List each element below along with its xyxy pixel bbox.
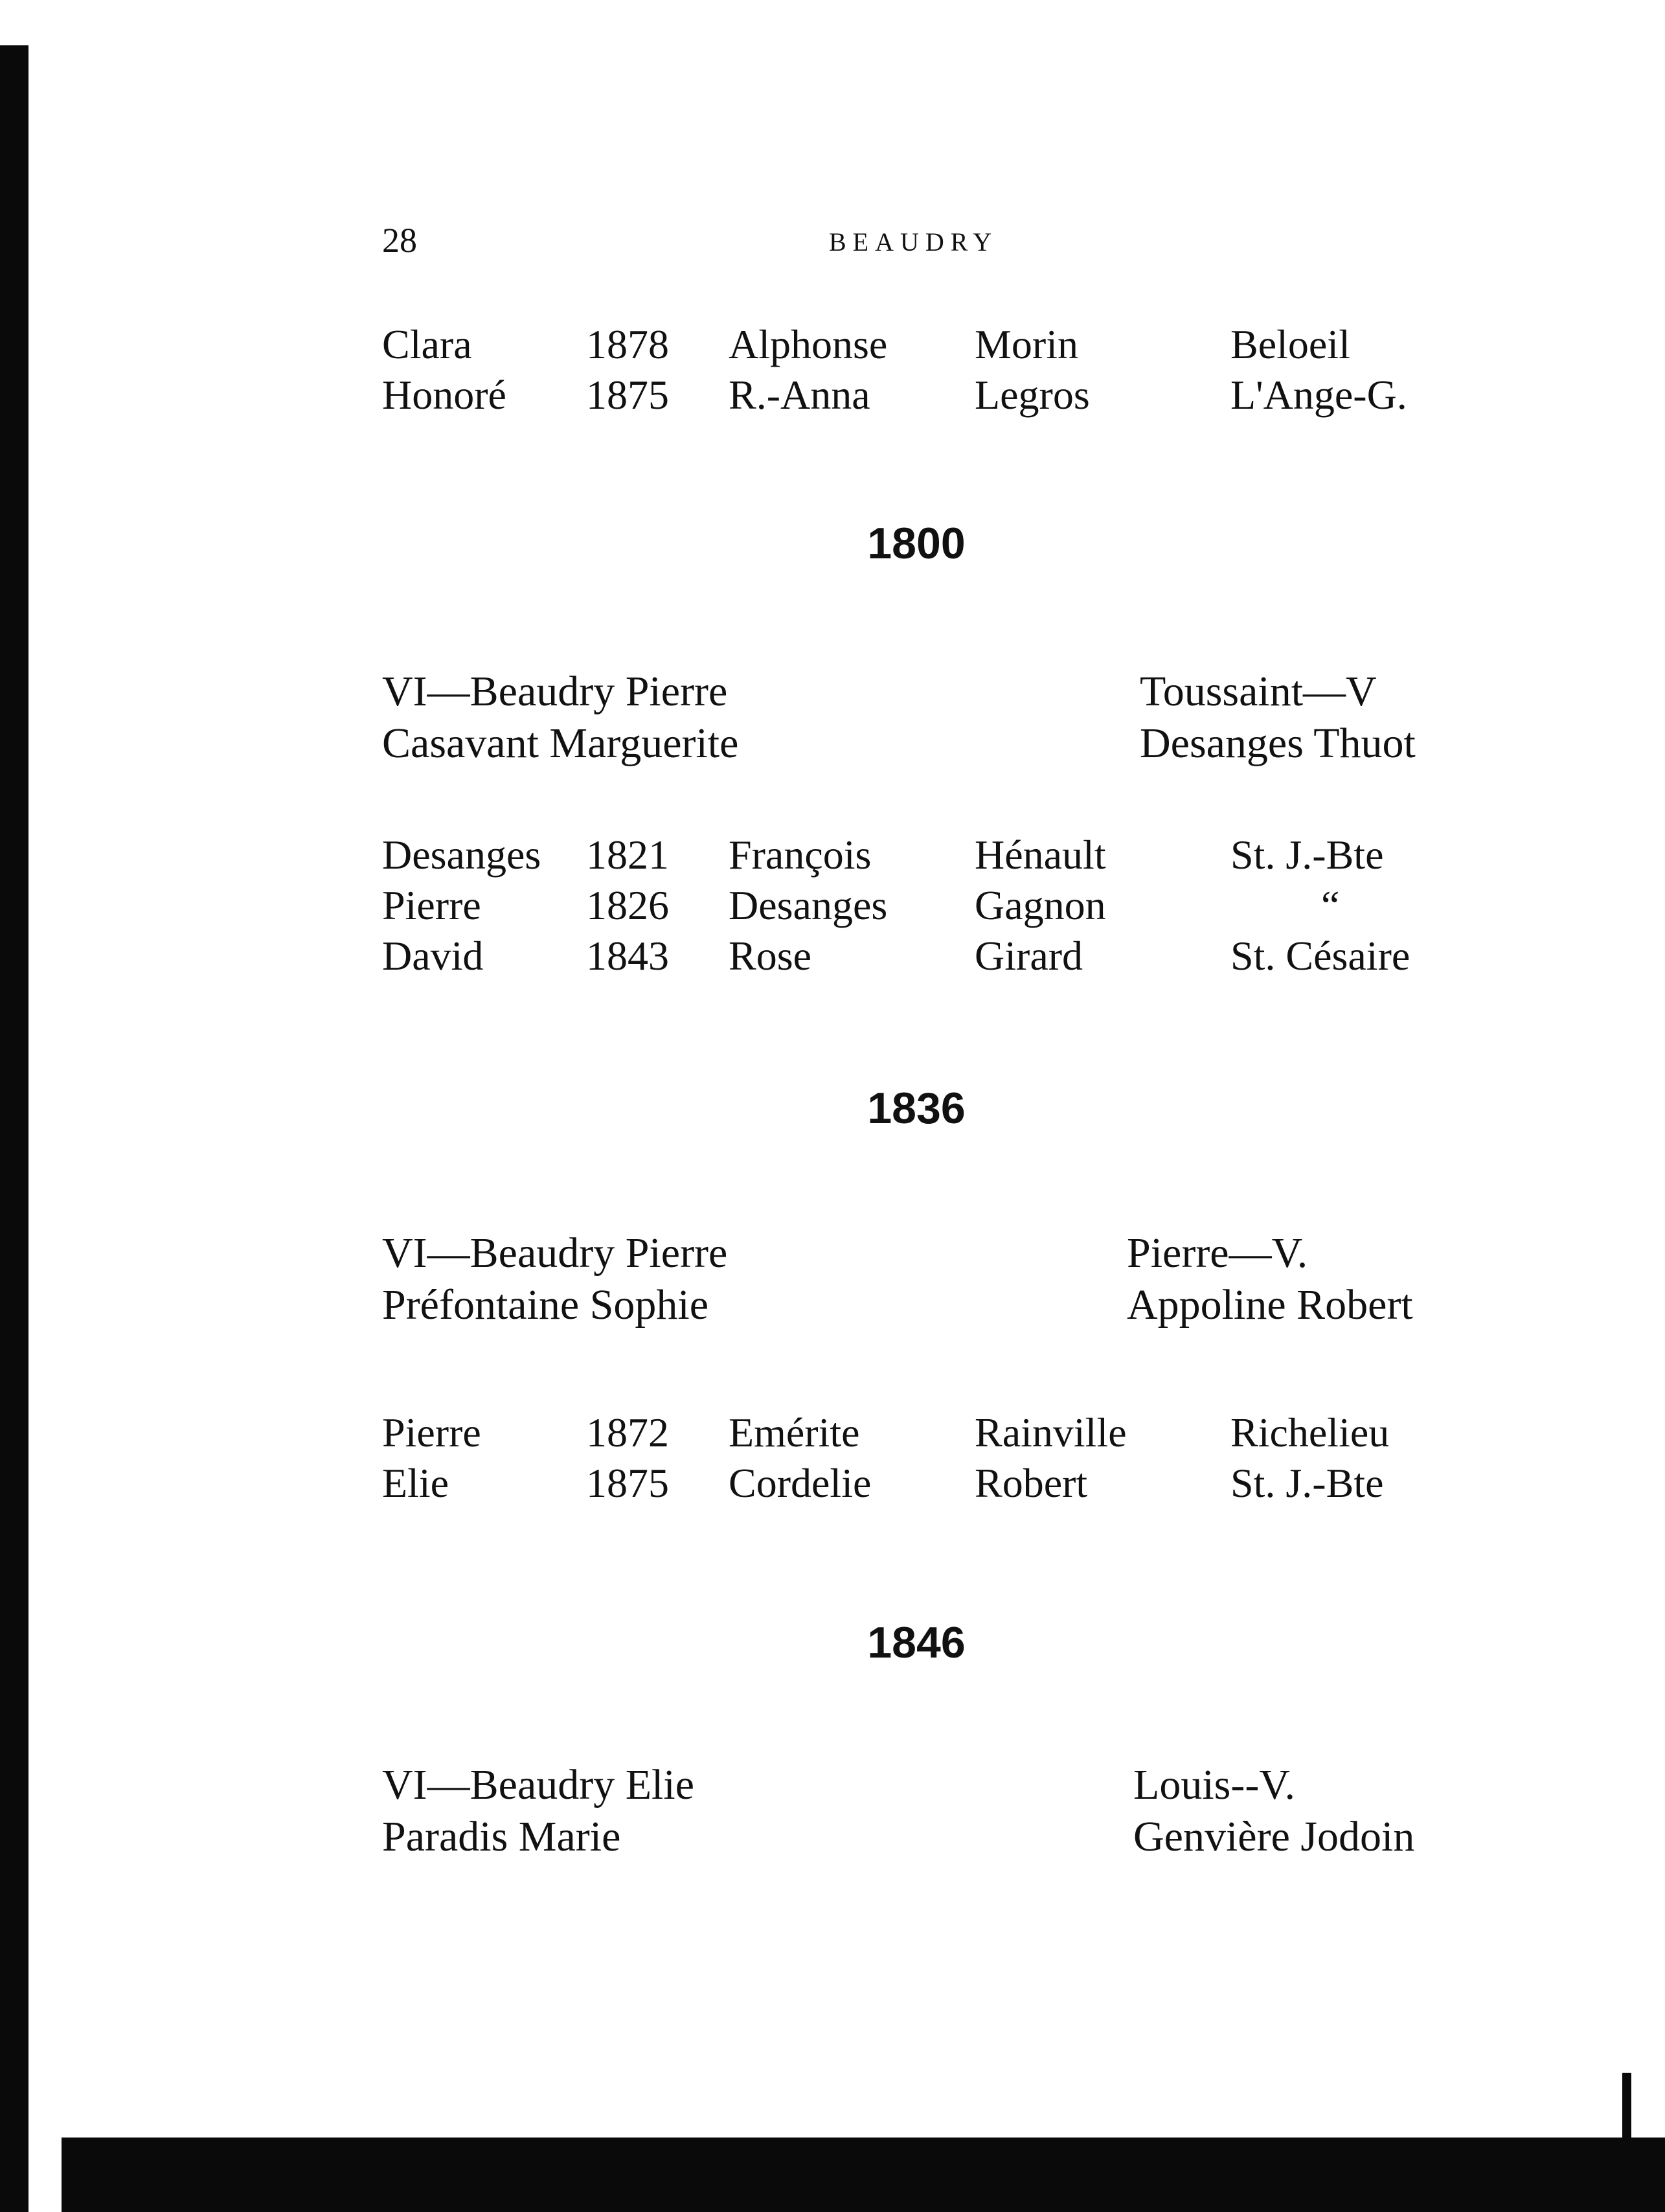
child-name: Pierre (382, 1409, 481, 1455)
section-year: 1846 (867, 1618, 966, 1667)
marriage-year: 1826 (586, 882, 669, 928)
marriage-year: 1821 (586, 832, 669, 878)
table-row (382, 882, 1483, 932)
child-name: Pierre (382, 882, 481, 928)
marriage-year: 1878 (586, 321, 669, 367)
husband-line: VI—Beaudry Pierre (382, 1229, 728, 1277)
child-name: Desanges (382, 832, 541, 878)
spouse-last-name: Gagnon (975, 882, 1106, 928)
table-row (382, 1409, 1483, 1459)
child-name: Elie (382, 1460, 449, 1506)
husband-line: VI—Beaudry Pierre (382, 668, 728, 715)
husband-parents: Toussaint—V (1140, 668, 1377, 715)
place: St. Césaire (1230, 933, 1410, 979)
place: L'Ange-G. (1230, 372, 1407, 418)
scan-edge-bottom (62, 2138, 1665, 2212)
wife-parents: Desanges Thuot (1140, 720, 1416, 767)
table-row (382, 371, 1483, 422)
section-year: 1836 (867, 1084, 966, 1133)
child-name: David (382, 933, 484, 979)
child-name: Clara (382, 321, 472, 367)
generation-line (382, 1229, 1483, 1281)
place: Richelieu (1230, 1409, 1390, 1455)
page-header (382, 220, 1457, 272)
marriage-year: 1843 (586, 933, 669, 979)
running-title: BEAUDRY (829, 227, 999, 257)
spouse-first-name: François (729, 832, 872, 878)
marriage-year: 1875 (586, 1460, 669, 1506)
marriage-year: 1872 (586, 1409, 669, 1455)
spouse-last-name: Hénault (975, 832, 1106, 878)
table-row (382, 321, 1483, 371)
table-row (382, 932, 1483, 983)
husband-line: VI—Beaudry Elie (382, 1761, 695, 1808)
wife-line: Casavant Marguerite (382, 720, 739, 767)
spouse-last-name: Rainville (975, 1409, 1127, 1455)
wife-line: Paradis Marie (382, 1813, 621, 1860)
husband-parents: Pierre—V. (1127, 1229, 1308, 1277)
place: St. J.-Bte (1230, 832, 1384, 878)
scan-edge-left (0, 45, 28, 2212)
table-row (382, 831, 1483, 882)
marriage-year: 1875 (586, 372, 669, 418)
wife-line: Préfontaine Sophie (382, 1281, 709, 1328)
generation-line (382, 1281, 1483, 1332)
table-row (382, 1459, 1483, 1510)
spouse-first-name: Desanges (729, 882, 888, 928)
place: St. J.-Bte (1230, 1460, 1384, 1506)
spouse-last-name: Girard (975, 933, 1083, 979)
spouse-first-name: Emérite (729, 1409, 860, 1455)
spouse-first-name: Rose (729, 933, 811, 979)
spouse-last-name: Robert (975, 1460, 1088, 1506)
husband-parents: Louis--V. (1133, 1761, 1295, 1808)
section-year: 1800 (867, 519, 966, 568)
spouse-first-name: Cordelie (729, 1460, 872, 1506)
generation-line (382, 1761, 1483, 1812)
place: Beloeil (1230, 321, 1350, 367)
scan-edge-right (1622, 2073, 1631, 2138)
generation-line (382, 1812, 1483, 1864)
spouse-last-name: Legros (975, 372, 1090, 418)
generation-line (382, 719, 1483, 771)
spouse-first-name: R.-Anna (729, 372, 870, 418)
child-name: Honoré (382, 372, 506, 418)
wife-parents: Genvière Jodoin (1133, 1813, 1415, 1860)
generation-line (382, 667, 1483, 719)
wife-parents: Appoline Robert (1127, 1281, 1413, 1328)
page-number: 28 (382, 221, 417, 260)
spouse-first-name: Alphonse (729, 321, 888, 367)
spouse-last-name: Morin (975, 321, 1078, 367)
place-ditto-mark: “ (1321, 882, 1340, 928)
